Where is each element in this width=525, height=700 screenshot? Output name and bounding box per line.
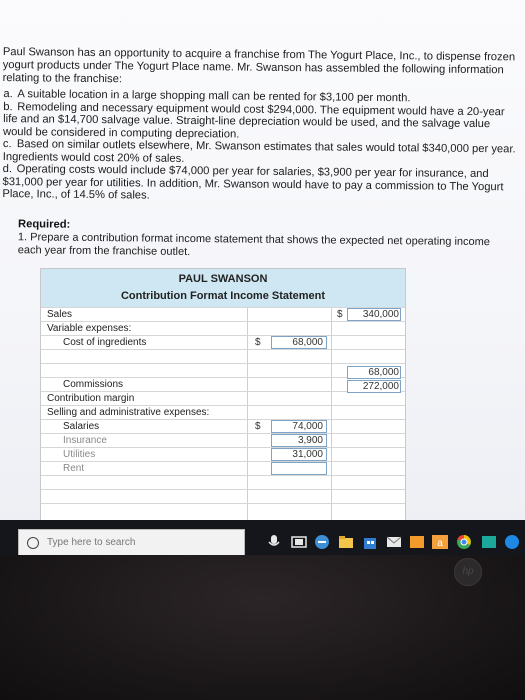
edge-icon[interactable] xyxy=(503,533,521,551)
search-icon xyxy=(27,537,39,549)
rent-amount-input[interactable] xyxy=(271,462,327,475)
ingredients-amount: 68,000 xyxy=(292,337,323,348)
item-marker: a. xyxy=(3,88,13,101)
file-explorer-icon[interactable] xyxy=(337,533,355,551)
row-label: Utilities xyxy=(63,449,96,460)
table-row-insurance xyxy=(41,433,405,447)
currency-sign: $ xyxy=(337,309,343,320)
row-label: Contribution margin xyxy=(47,393,135,404)
row-label: Cost of ingredients xyxy=(63,337,147,348)
required-heading: Required: xyxy=(18,218,71,231)
item-text: A suitable location in a large shopping mall can be rented for $3,100 per month. xyxy=(17,88,411,105)
list-item xyxy=(3,101,518,144)
table-row-blank xyxy=(41,475,405,489)
hp-logo: hp xyxy=(454,558,482,586)
table-row-utilities xyxy=(41,447,405,461)
currency-sign: $ xyxy=(255,337,261,348)
chrome-icon[interactable] xyxy=(455,533,473,551)
table-title: Contribution Format Income Statement xyxy=(120,290,326,302)
item-text: Remodeling and necessary equipment would cost $294,000. The equipment would have a 20-year life and an $14,700 salvage value. Straight-line depreciation would be used, and the salvage value would be considered in computing depreciation. xyxy=(2,100,505,141)
required-text: 1. Prepare a contribution format income statement that shows the expected net operating income each year from the franchise outlet. xyxy=(17,231,491,258)
item-marker: b. xyxy=(3,100,13,113)
item-marker: d. xyxy=(2,163,13,176)
problem-content xyxy=(0,40,525,258)
task-view-icon[interactable] xyxy=(290,533,308,551)
sales-amount: 340,000 xyxy=(362,309,399,320)
commissions-amount: 68,000 xyxy=(368,367,399,378)
row-label: Rent xyxy=(63,463,85,474)
laptop-bezel xyxy=(0,555,525,700)
row-label: Salaries xyxy=(63,421,100,432)
row-label: Variable expenses: xyxy=(47,323,132,334)
contribution-margin-amount: 272,000 xyxy=(362,381,399,392)
table-header xyxy=(41,269,405,307)
table-row-sga xyxy=(41,405,405,419)
item-marker: c. xyxy=(2,138,12,151)
taskbar-search-input[interactable] xyxy=(18,529,245,555)
svg-text:a: a xyxy=(437,538,443,549)
app-icon-teal[interactable] xyxy=(480,533,498,551)
item-text: Operating costs would include $74,000 per year for salaries, $3,900 per year for insurance, and $31,000 per year for utilities. In addition, Mr. Swanson would have to pay a commission to The Yogurt Place, Inc., of 14.5% of sales. xyxy=(2,163,504,202)
intro-paragraph: Paul Swanson has an opportunity to acquire a franchise from The Yogurt Place, Inc., to dispense frozen yogurt products under The Yogurt Place name. Mr. Swanson has assembled the following information relating to the franchise: xyxy=(2,46,516,86)
insurance-amount: 3,900 xyxy=(297,435,323,446)
table-row-sales xyxy=(41,307,405,321)
item-text: Based on similar outlets elsewhere, Mr. Swanson estimates that sales would total $340,000 per year. Ingredients would cost 20% of sales. xyxy=(2,138,516,165)
app-icon[interactable] xyxy=(408,533,426,551)
amazon-icon[interactable] xyxy=(431,533,449,551)
income-statement-table xyxy=(40,268,406,532)
salaries-amount: 74,000 xyxy=(292,421,323,432)
row-label: Selling and administrative expenses: xyxy=(47,407,210,418)
table-row-rent xyxy=(41,461,405,475)
table-row-blank xyxy=(41,349,405,363)
table-row-blank xyxy=(41,489,405,503)
table-row-salaries xyxy=(41,419,405,433)
currency-sign: $ xyxy=(255,421,261,432)
row-label: Sales xyxy=(47,309,73,320)
mail-icon[interactable] xyxy=(385,533,403,551)
store-icon[interactable] xyxy=(361,533,379,551)
microphone-icon[interactable] xyxy=(265,533,283,551)
row-label: Commissions xyxy=(63,379,124,390)
table-row-variable-expenses xyxy=(41,321,405,335)
table-company-name: PAUL SWANSON xyxy=(178,273,268,285)
row-label: Insurance xyxy=(63,435,107,446)
table-row-blank xyxy=(41,503,405,517)
facts-list xyxy=(2,88,518,206)
search-placeholder: Type here to search xyxy=(47,537,136,548)
table-row-ingredients xyxy=(41,335,405,349)
list-item xyxy=(2,163,517,206)
edge-browser-icon[interactable] xyxy=(313,533,331,551)
utilities-amount: 31,000 xyxy=(292,449,323,460)
